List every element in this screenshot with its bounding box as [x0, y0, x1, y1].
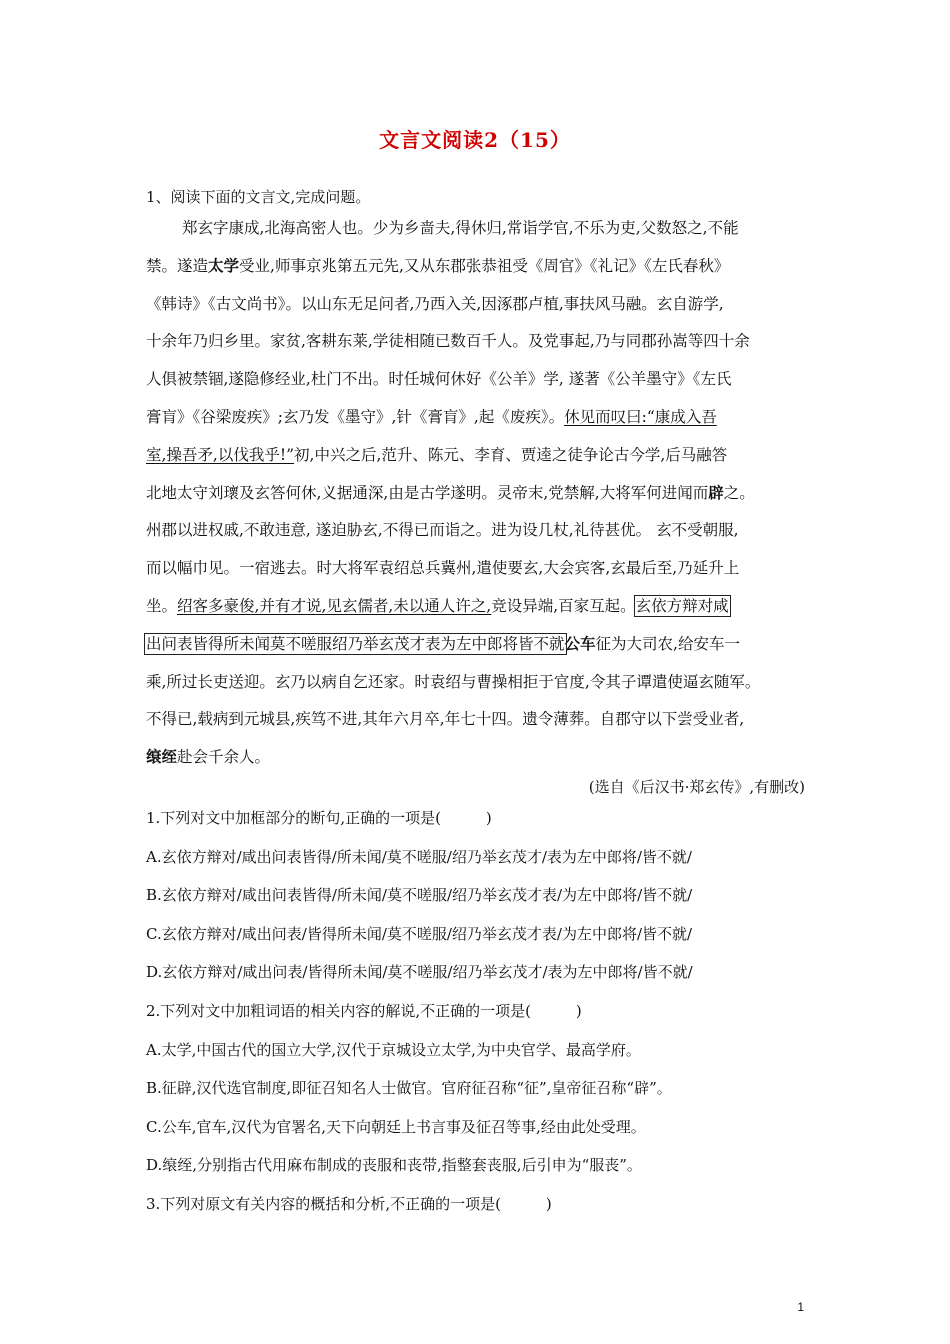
passage-text: 禁。遂造: [146, 256, 209, 275]
answer-option: D.玄依方辩对/咸出问表/皆得所未闻/莫不嗟服/绍乃举玄茂才/表为左中郎将/皆不就/: [146, 963, 693, 982]
passage: [146, 216, 806, 783]
source-citation: (选自《后汉书·郑玄传》,有删改): [588, 778, 805, 796]
passage-line: [146, 367, 806, 405]
passage-text: 人俱被禁锢,遂隐修经业,杜门不出。时任城何休好《公羊》学, 遂著《公羊墨守》《左氏: [146, 370, 732, 389]
passage-text: 竞设异端,百家互起。: [491, 596, 636, 615]
underlined-sentence: 绍客多豪俊,并有才说,见玄儒者,未以通人许之,: [177, 596, 492, 615]
passage-text: 而以幅巾见。一宿逃去。时大将军袁绍总兵冀州,遣使要玄,大会宾客,玄最后至,乃延升上: [146, 559, 740, 578]
bold-term: 辟: [708, 482, 724, 502]
passage-line: [146, 443, 806, 481]
underlined-sentence: 室,操吾矛,以伐我乎!”: [146, 445, 295, 464]
passage-text: 乘,所过长吏送迎。玄乃以病自乞还家。时袁绍与曹操相拒于官度,令其子谭遣使逼玄随军。: [146, 672, 761, 691]
bold-term: 缞绖: [146, 747, 178, 767]
passage-line: [146, 518, 806, 556]
passage-text: 十余年乃归乡里。家贫,客耕东莱,学徒相随已数百千人。及党事起,乃与同郡孙嵩等四十余: [146, 332, 750, 351]
passage-line: [146, 254, 806, 292]
passage-text: 受业,师事京兆第五元先,又从东郡张恭祖受《周官》《礼记》《左氏春秋》: [239, 256, 730, 275]
question-stem: 1.下列对文中加框部分的断句,正确的一项是( ): [146, 809, 492, 827]
question-list: [146, 806, 806, 1231]
answer-option: C.公车,官车,汉代为官署名,天下向朝廷上书言事及征召等事,经由此处受理。: [146, 1117, 646, 1136]
passage-text: 不得已,载病到元城县,疾笃不进,其年六月卒,年七十四。遗令薄葬。自郡守以下尝受业者,: [146, 710, 745, 729]
answer-option: B.玄依方辩对/咸出问表皆得/所未闻/莫不嗟服/绍乃举玄茂才表/为左中郎将/皆不就/: [146, 886, 693, 905]
passage-line: [146, 707, 806, 745]
answer-option: A.太学,中国古代的国立大学,汉代于京城设立太学,为中央官学、最高学府。: [146, 1040, 641, 1059]
answer-option: B.征辟,汉代选官制度,即征召知名人士做官。官府征召称“征”,皇帝征召称“辟”。: [146, 1079, 672, 1098]
passage-text: 初,中兴之后,范升、陈元、李育、贾逵之徒争论古今学,后马融答: [294, 445, 728, 464]
passage-line: [146, 594, 806, 632]
underlined-sentence: 休见而叹曰:“康成入吾: [564, 407, 717, 426]
passage-line: [146, 632, 806, 670]
question-stem: 2.下列对文中加粗词语的相关内容的解说,不正确的一项是( ): [146, 1001, 582, 1020]
passage-text: 郑玄字康成,北海高密人也。少为乡啬夫,得休归,常诣学官,不乐为吏,父数怒之,不能: [182, 219, 739, 237]
passage-text: 坐。: [146, 596, 178, 615]
passage-line: [146, 481, 806, 519]
passage-line: [146, 556, 806, 594]
bold-term: 公车: [564, 633, 596, 653]
answer-option: A.玄依方辩对/咸出问表皆得/所未闻/莫不嗟服/绍乃举玄茂才/表为左中郎将/皆不就/: [146, 847, 692, 866]
passage-line: [146, 405, 806, 443]
page-title: 文言文阅读2（15）: [379, 128, 571, 152]
passage-line: [146, 329, 806, 367]
passage-text: 征为大司农,给安车一: [595, 634, 740, 653]
passage-text: 之。: [723, 483, 755, 502]
boxed-passage: 玄依方辩对咸: [635, 596, 729, 615]
bold-term: 太学: [208, 255, 240, 275]
passage-text: 膏肓》《谷梁废疾》;玄乃发《墨守》,针《膏肓》,起《废疾》。: [146, 407, 565, 426]
passage-text: 赴会千余人。: [177, 748, 271, 767]
boxed-passage: 出问表皆得所未闻莫不嗟服绍乃举玄茂才表为左中郎将皆不就: [146, 634, 565, 653]
question-intro: 1、阅读下面的文言文,完成问题。: [146, 188, 371, 206]
question-stem: 3.下列对原文有关内容的概括和分析,不正确的一项是( ): [146, 1194, 552, 1213]
passage-line: [146, 216, 806, 254]
answer-option: C.玄依方辩对/咸出问表/皆得所未闻/莫不嗟服/绍乃举玄茂才表/为左中郎将/皆不就/: [146, 924, 693, 943]
passage-text: 州郡以进权戚,不敢违意, 遂迫胁玄,不得已而诣之。进为设几杖,礼待甚优。 玄不受朝服,: [146, 521, 739, 540]
passage-line: [146, 670, 806, 708]
passage-text: 北地太守刘瓌及玄答何休,义据通深,由是古学遂明。灵帝末,党禁解,大将军何进闻而: [146, 483, 709, 502]
page-number: 1: [797, 1300, 804, 1314]
answer-option: D.缞绖,分别指古代用麻布制成的丧服和丧带,指整套丧服,后引申为“服丧”。: [146, 1156, 642, 1175]
passage-text: 《韩诗》《古文尚书》。以山东无足问者,乃西入关,因涿郡卢植,事扶风马融。玄自游学,: [146, 294, 724, 313]
passage-line: [146, 292, 806, 330]
